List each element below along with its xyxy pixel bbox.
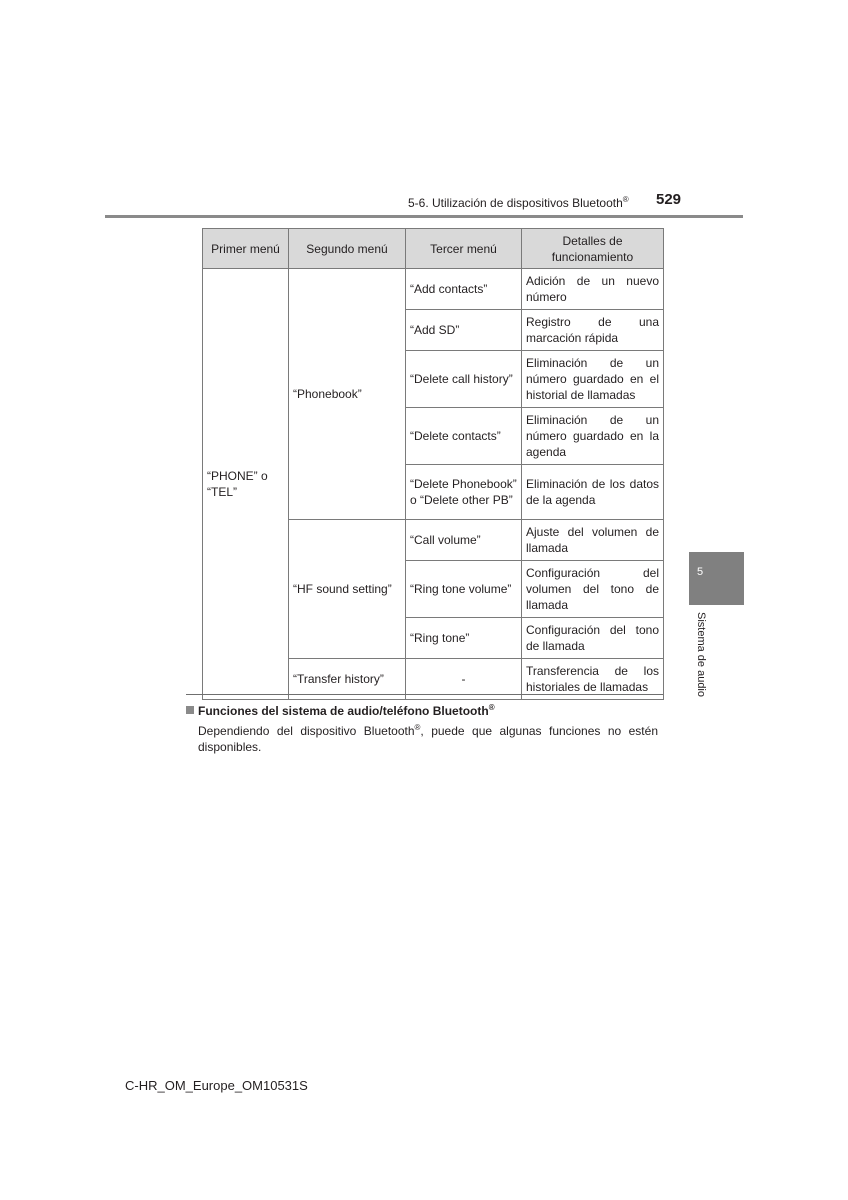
- cell-third-menu: “Ring tone volume”: [406, 561, 522, 618]
- cell-third-menu: “Call volume”: [406, 520, 522, 561]
- note-heading-text: Funciones del sistema de audio/teléfono Bluetooth: [198, 704, 489, 718]
- header-detalles: Detalles de funcionamiento: [522, 229, 664, 269]
- cell-third-menu: “Delete contacts”: [406, 408, 522, 465]
- registered-mark: ®: [414, 723, 421, 732]
- cell-detail: Configuración del volumen del tono de llamada: [522, 561, 664, 618]
- table-row: [203, 269, 664, 310]
- cell-detail: Ajuste del volumen de llamada: [522, 520, 664, 561]
- chapter-tab: [689, 552, 744, 605]
- footer-code: C-HR_OM_Europe_OM10531S: [125, 1078, 308, 1093]
- note-heading: [186, 703, 495, 718]
- cell-detail: Eliminación de un número guardado en la agenda: [522, 408, 664, 465]
- header-segundo-menu: Segundo menú: [289, 229, 406, 269]
- cell-detail: Configuración del tono de llamada: [522, 618, 664, 659]
- note-body-text: Dependiendo del dispositivo Bluetooth: [198, 724, 415, 738]
- registered-mark: ®: [488, 703, 495, 712]
- cell-second-menu: “Transfer history”: [289, 659, 406, 700]
- cell-third-menu: “Delete call history”: [406, 351, 522, 408]
- cell-detail: Transferencia de los historiales de llamadas: [522, 659, 664, 700]
- chapter-label: Sistema de audio: [695, 612, 707, 697]
- cell-third-menu: “Add contacts”: [406, 269, 522, 310]
- cell-third-menu: -: [406, 659, 522, 700]
- cell-detail: Eliminación de los datos de la agenda: [522, 465, 664, 520]
- chapter-number: 5: [697, 566, 704, 578]
- cell-third-menu: “Ring tone”: [406, 618, 522, 659]
- menu-table: [202, 228, 664, 700]
- running-header: [408, 195, 629, 210]
- note-body-text-cont: , puede que algunas funciones no estén disponibles.: [198, 724, 658, 754]
- section-title: 5-6. Utilización de dispositivos Bluetooth: [408, 196, 623, 210]
- cell-second-menu: “Phonebook”: [289, 269, 406, 520]
- registered-mark: ®: [622, 195, 629, 204]
- header-rule: [105, 215, 743, 218]
- cell-detail: Eliminación de un número guardado en el historial de llamadas: [522, 351, 664, 408]
- bullet-square-icon: [186, 706, 194, 714]
- cell-detail: Adición de un nuevo número: [522, 269, 664, 310]
- cell-third-menu: “Add SD”: [406, 310, 522, 351]
- header-primer-menu: Primer menú: [203, 229, 289, 269]
- header-tercer-menu: Tercer menú: [406, 229, 522, 269]
- cell-first-menu: “PHONE” o “TEL”: [203, 269, 289, 700]
- cell-third-menu: “Delete Phonebook” o “Delete other PB”: [406, 465, 522, 520]
- page-number: 529: [656, 191, 682, 208]
- cell-detail: Registro de una marcación rápida: [522, 310, 664, 351]
- cell-second-menu: “HF sound setting”: [289, 520, 406, 659]
- note-body: [198, 720, 658, 755]
- table-header-row: [203, 229, 664, 269]
- note-divider: [186, 694, 663, 695]
